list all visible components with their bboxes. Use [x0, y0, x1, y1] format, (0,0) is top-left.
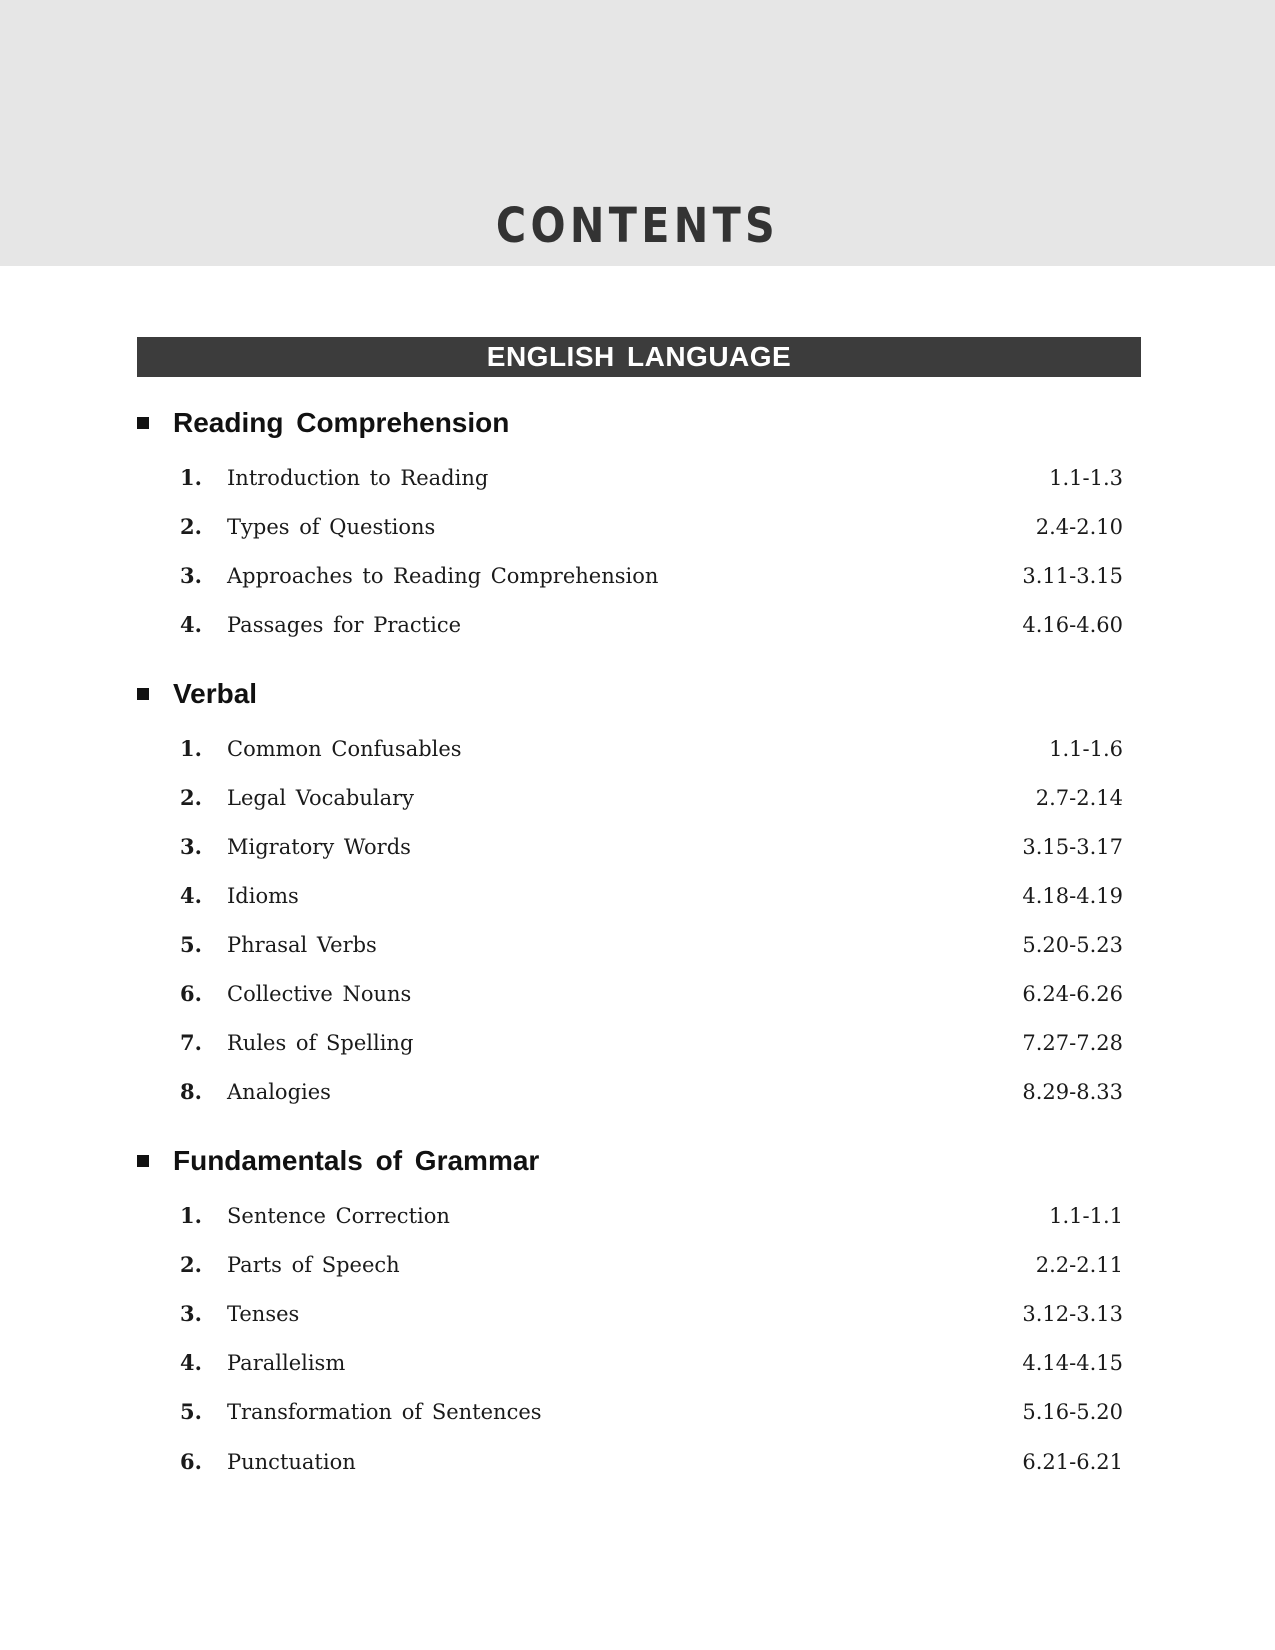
toc-entry[interactable] [180, 732, 1123, 766]
toc-entry[interactable] [180, 1199, 1123, 1233]
group-heading-verbal [137, 674, 257, 714]
entry-number: 8. [180, 1079, 202, 1104]
entry-title: Idioms [227, 884, 299, 908]
group-label: Fundamentals of Grammar [173, 1145, 540, 1176]
entry-title: Common Confusables [227, 737, 462, 761]
entry-pages: 5.20-5.23 [1022, 933, 1123, 957]
entry-number: 5. [180, 932, 202, 957]
entry-number: 1. [180, 736, 202, 761]
entry-number: 1. [180, 465, 202, 490]
entry-pages: 1.1-1.6 [1049, 737, 1123, 761]
entry-title: Introduction to Reading [227, 466, 489, 490]
square-bullet-icon [137, 1155, 149, 1167]
toc-entry[interactable] [180, 1248, 1123, 1282]
page-title: CONTENTS [495, 198, 780, 254]
entry-pages: 3.11-3.15 [1022, 564, 1123, 588]
entry-number: 2. [180, 514, 202, 539]
entry-title: Approaches to Reading Comprehension [227, 564, 659, 588]
toc-entry[interactable] [180, 559, 1123, 593]
entry-pages: 3.15-3.17 [1022, 835, 1123, 859]
square-bullet-icon [137, 688, 149, 700]
entry-number: 2. [180, 1252, 202, 1277]
entry-title: Rules of Spelling [227, 1031, 414, 1055]
entry-pages: 5.16-5.20 [1022, 1400, 1123, 1424]
entry-title: Passages for Practice [227, 613, 462, 637]
toc-entry[interactable] [180, 1075, 1123, 1109]
entry-pages: 7.27-7.28 [1022, 1031, 1123, 1055]
entry-title: Types of Questions [227, 515, 436, 539]
entry-number: 4. [180, 612, 202, 637]
entry-number: 3. [180, 1301, 202, 1326]
entry-pages: 6.24-6.26 [1022, 982, 1123, 1006]
entry-pages: 4.18-4.19 [1022, 884, 1123, 908]
entry-title: Sentence Correction [227, 1204, 450, 1228]
entry-title: Punctuation [227, 1450, 356, 1474]
group-heading-fundamentals-of-grammar [137, 1141, 539, 1181]
entry-number: 2. [180, 785, 202, 810]
toc-entry[interactable] [180, 1346, 1123, 1380]
entry-pages: 3.12-3.13 [1022, 1302, 1123, 1326]
entry-title: Parts of Speech [227, 1253, 400, 1277]
toc-entry[interactable] [180, 461, 1123, 495]
entry-pages: 8.29-8.33 [1022, 1080, 1123, 1104]
entry-title: Transformation of Sentences [227, 1400, 542, 1424]
entry-title: Analogies [227, 1080, 331, 1104]
section-bar: ENGLISH LANGUAGE [137, 337, 1141, 377]
entry-number: 4. [180, 883, 202, 908]
toc-entry[interactable] [180, 1026, 1123, 1060]
entry-number: 3. [180, 563, 202, 588]
toc-entry[interactable] [180, 1445, 1123, 1479]
toc-entry[interactable] [180, 510, 1123, 544]
entry-pages: 1.1-1.1 [1049, 1204, 1123, 1228]
toc-entry[interactable] [180, 1297, 1123, 1331]
entry-pages: 4.14-4.15 [1022, 1351, 1123, 1375]
group-label: Reading Comprehension [173, 407, 510, 438]
entry-pages: 2.4-2.10 [1035, 515, 1123, 539]
entry-title: Phrasal Verbs [227, 933, 377, 957]
toc-entry[interactable] [180, 879, 1123, 913]
group-heading-reading-comprehension [137, 403, 509, 443]
entry-title: Tenses [227, 1302, 300, 1326]
toc-entry[interactable] [180, 1395, 1123, 1429]
toc-entry[interactable] [180, 830, 1123, 864]
entry-title: Collective Nouns [227, 982, 412, 1006]
toc-entry[interactable] [180, 781, 1123, 815]
entry-number: 5. [180, 1399, 202, 1424]
entry-title: Migratory Words [227, 835, 411, 859]
toc-entry[interactable] [180, 608, 1123, 642]
square-bullet-icon [137, 417, 149, 429]
entry-number: 6. [180, 981, 202, 1006]
entry-pages: 6.21-6.21 [1022, 1450, 1123, 1474]
toc-entry[interactable] [180, 928, 1123, 962]
entry-number: 7. [180, 1030, 202, 1055]
group-label: Verbal [173, 678, 258, 709]
entry-pages: 4.16-4.60 [1022, 613, 1123, 637]
entry-title: Parallelism [227, 1351, 346, 1375]
entry-title: Legal Vocabulary [227, 786, 414, 810]
entry-number: 3. [180, 834, 202, 859]
entry-pages: 1.1-1.3 [1049, 466, 1123, 490]
entry-pages: 2.2-2.11 [1035, 1253, 1123, 1277]
entry-number: 6. [180, 1449, 202, 1474]
entry-pages: 2.7-2.14 [1035, 786, 1123, 810]
toc-entry[interactable] [180, 977, 1123, 1011]
entry-number: 1. [180, 1203, 202, 1228]
entry-number: 4. [180, 1350, 202, 1375]
